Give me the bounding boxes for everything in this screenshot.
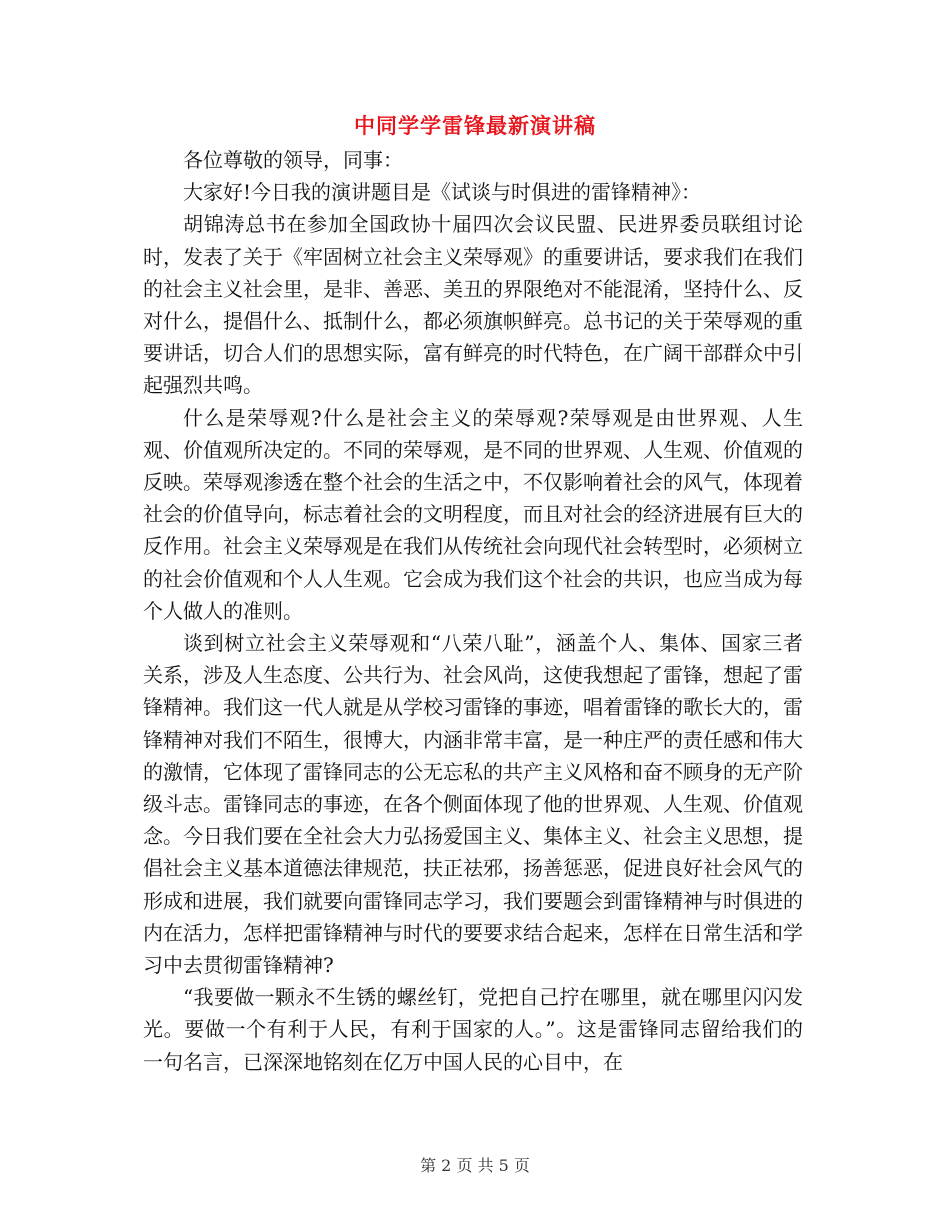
body-paragraph: 胡锦涛总书在参加全国政协十届四次会议民盟、民进界委员联组讨论时，发表了关于《牢固树立社会主义荣辱观》的重要讲话，要求我们在我们的社会主义社会里，是非、善恶、美丑的界限绝对不能混淆，坚持什么、反对什么，提倡什么、抵制什么，都必须旗帜鲜亮。总书记的关于荣辱观的重要讲话，切合人们的思想实际，富有鲜亮的时代特色，在广阔干部群众中引起强烈共鸣。 — [143, 212, 803, 398]
body-paragraph: 谈到树立社会主义荣辱观和“八荣八耻”，涵盖个人、集体、国家三者关系，涉及人生态度、公共行为、社会风尚，这使我想起了雷锋，想起了雷锋精神。我们这一代人就是从学校习雷锋的事迹，唱着雷锋的歌长大的，雷锋精神对我们不陌生，很博大，内涵非常丰富，是一种庄严的责任感和伟大的激情，它体现了雷锋同志的公无忘私的共产主义风格和奋不顾身的无产阶级斗志。雷锋同志的事迹，在各个侧面体现了他的世界观、人生观、价值观念。今日我们要在全社会大力弘扬爱国主义、集体主义、社会主义思想，提倡社会主义基本道德法律规范，扶正祛邪，扬善惩恶，促进良好社会风气的形成和进展，我们就要向雷锋同志学习，我们要题会到雷锋精神与时俱进的内在活力，怎样把雷锋精神与时代的要要求结合起来，怎样在日常生活和学习中去贯彻雷锋精神? — [143, 631, 803, 978]
body-paragraph: “我要做一颗永不生锈的螺丝钉，党把自己拧在哪里，就在哪里闪闪发光。要做一个有利于人民，有利于国家的人。”。这是雷锋同志留给我们的一句名言，已深深地铭刻在亿万中国人民的心目中，在 — [143, 985, 803, 1074]
salutation-paragraph: 各位尊敬的领导，同事： — [183, 148, 403, 172]
greeting-paragraph: 大家好!今日我的演讲题目是《试谈与时俱进的雷锋精神》： — [183, 180, 702, 205]
body-paragraph: 什么是荣辱观?什么是社会主义的荣辱观?荣辱观是由世界观、人生观、价值观所决定的。不同的荣辱观，是不同的世界观、人生观、价值观的反映。荣辱观渗透在整个社会的生活之中，不仅影响着社会的风气，体现着社会的价值导向，标志着社会的文明程度，而且对社会的经济进展有巨大的反作用。社会主义荣辱观是在我们从传统社会向现代社会转型时，必须树立的社会价值观和个人人生观。它会成为我们这个社会的共识，也应当成为每个人做人的准则。 — [143, 405, 803, 623]
page-number-footer: 第 2 页 共 5 页 — [420, 1156, 530, 1175]
document-body — [143, 144, 803, 1078]
document-title: 中同学学雷锋最新演讲稿 — [354, 113, 596, 138]
